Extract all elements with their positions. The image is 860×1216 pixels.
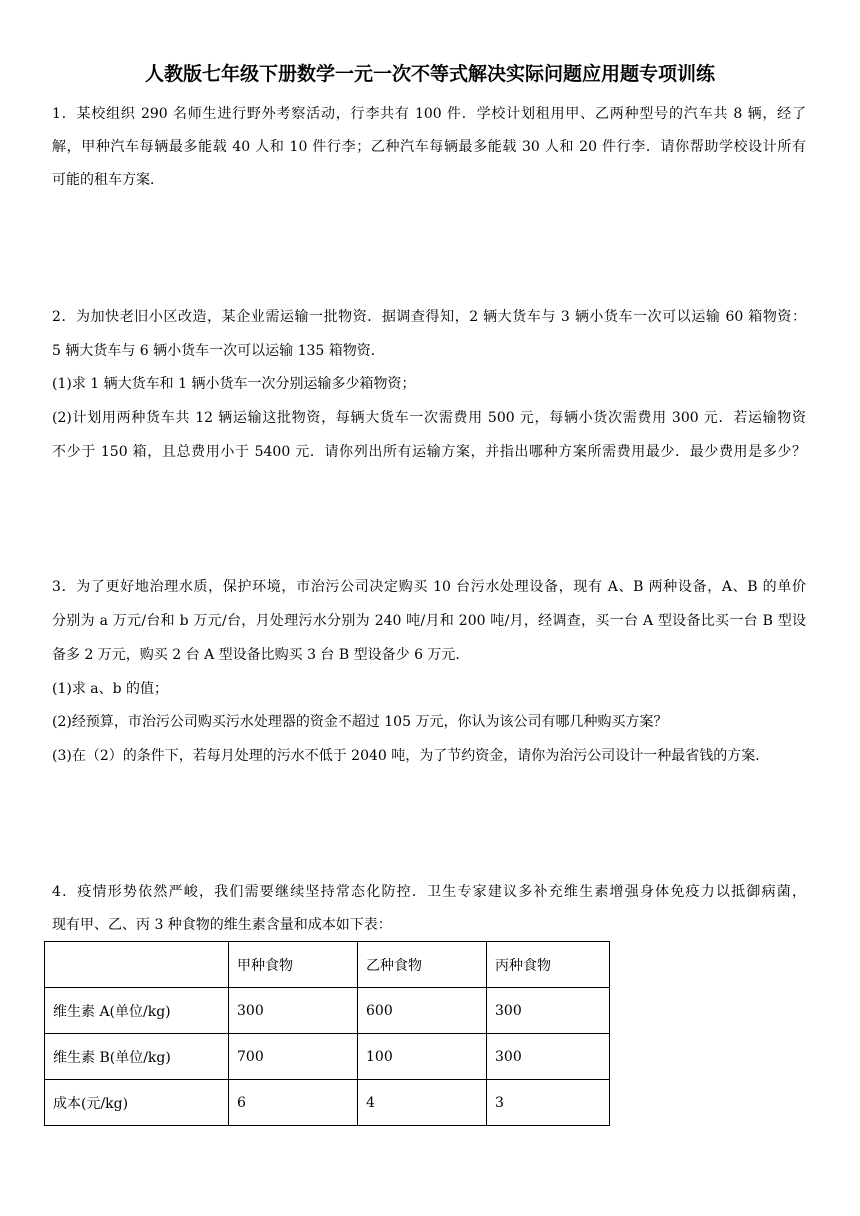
question-3-line: 分别为 a 万元/台和 b 万元/台，月处理污水分别为 240 吨/月和 200 吨/月，经调查，买一台 A 型设备比买一台 B 型设 xyxy=(52,613,806,629)
table-header-cell xyxy=(45,942,229,988)
question-2-line: 不少于 150 箱，且总费用小于 5400 元．请你列出所有运输方案，并指出哪种方案所需费用最少．最少费用是多少？ xyxy=(52,444,806,460)
table-row xyxy=(45,1034,610,1080)
page-title: 人教版七年级下册数学一元一次不等式解决实际问题应用题专项训练 xyxy=(144,63,715,85)
table-cell: 维生素 A(单位/kg) xyxy=(45,988,229,1034)
table-cell: 300 xyxy=(487,988,610,1034)
table-header-cell: 甲种食物 xyxy=(229,942,358,988)
question-3-subquestion-3: (3)在（2）的条件下，若每月处理的污水不低于 2040 吨，为了节约资金，请你为治污公司设计一种最省钱的方案． xyxy=(52,748,770,764)
question-1-line: 1．某校组织 290 名师生进行野外考察活动，行李共有 100 件．学校计划租用甲、乙两种型号的汽车共 8 辆，经了 xyxy=(52,106,806,122)
table-cell: 100 xyxy=(358,1034,487,1080)
table-cell: 4 xyxy=(358,1080,487,1126)
table-header-row xyxy=(45,942,610,988)
question-2-subquestion-2: (2)计划用两种货车共 12 辆运输这批物资，每辆大货车一次需费用 500 元，每辆小货次需费用 300 元．若运输物资 xyxy=(52,410,806,426)
table-cell: 300 xyxy=(229,988,358,1034)
table-cell: 成本(元/kg) xyxy=(45,1080,229,1126)
question-3-line: 备多 2 万元，购买 2 台 A 型设备比购买 3 台 B 型设备少 6 万元． xyxy=(52,647,470,663)
question-4-line: 现有甲、乙、丙 3 种食物的维生素含量和成本如下表： xyxy=(52,917,392,933)
question-1-line: 解，甲种汽车每辆最多能载 40 人和 10 件行李；乙种汽车每辆最多能载 30 人和 20 件行李．请你帮助学校设计所有 xyxy=(52,139,806,155)
table-cell: 维生素 B(单位/kg) xyxy=(45,1034,229,1080)
table-header-cell: 乙种食物 xyxy=(358,942,487,988)
table-cell: 3 xyxy=(487,1080,610,1126)
table-cell: 600 xyxy=(358,988,487,1034)
table-cell: 700 xyxy=(229,1034,358,1080)
question-4-line: 4．疫情形势依然严峻，我们需要继续坚持常态化防控．卫生专家建议多补充维生素增强身体免疫力以抵御病菌， xyxy=(52,884,806,900)
vitamin-cost-table xyxy=(44,941,610,1126)
question-2-subquestion-1: (1)求 1 辆大货车和 1 辆小货车一次分别运输多少箱物资； xyxy=(52,376,416,392)
question-2-line: 5 辆大货车与 6 辆小货车一次可以运输 135 箱物资． xyxy=(52,343,385,359)
table-cell: 6 xyxy=(229,1080,358,1126)
table-cell: 300 xyxy=(487,1034,610,1080)
question-3-subquestion-2: (2)经预算，市治污公司购买污水处理器的资金不超过 105 万元，你认为该公司有哪几种购买方案？ xyxy=(52,714,668,730)
question-2-line: 2．为加快老旧小区改造，某企业需运输一批物资．据调查得知，2 辆大货车与 3 辆小货车一次可以运输 60 箱物资： xyxy=(52,309,806,325)
table-header-cell: 丙种食物 xyxy=(487,942,610,988)
question-3-line: 3．为了更好地治理水质，保护环境，市治污公司决定购买 10 台污水处理设备，现有 A、B 两种设备，A、B 的单价 xyxy=(52,579,806,595)
table-row xyxy=(45,988,610,1034)
question-1-line: 可能的租车方案． xyxy=(52,172,164,188)
table-row xyxy=(45,1080,610,1126)
question-3-subquestion-1: (1)求 a、b 的值； xyxy=(52,681,169,697)
